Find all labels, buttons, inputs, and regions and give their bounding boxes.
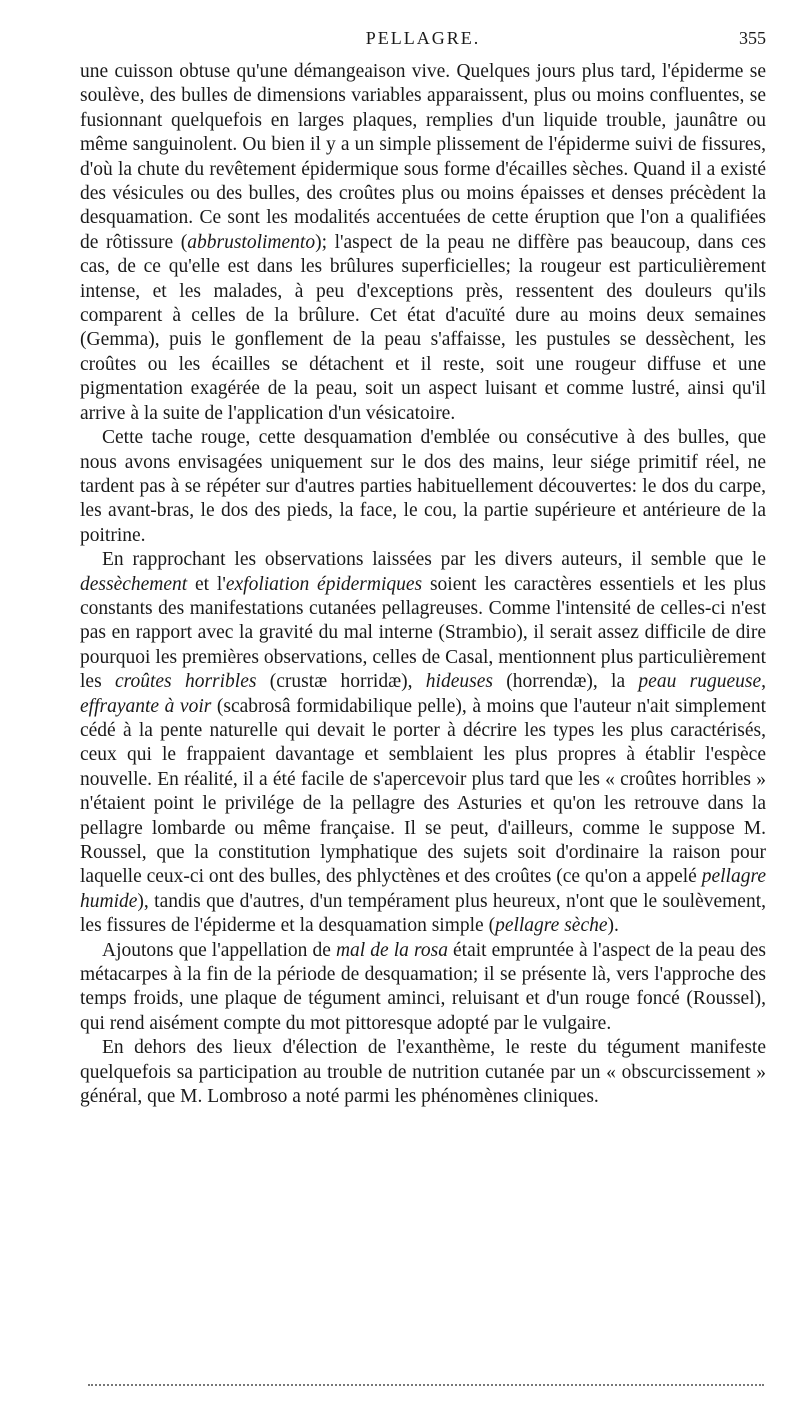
- text-run: ); l'aspect de la peau ne diffère pas beaucoup, dans ces cas, de ce qu'elle est dans les brûlures superficielles; la rougeur est particulièrement intense, et les malades, à peu d'exceptions près, ressentent des douleurs qu'ils comparent à celles de la brûlure. Cet état d'acuïté dure au moins deux semaines (Gemma), puis le gonflement de la peau s'affaisse, les pustules se dessèchent, les croûtes ou les écailles se détachent et il reste, soit une rougeur diffuse et une pigmentation exagérée de la peau, soit un aspect luisant et comme lustré, ainsi qu'il arrive à la suite de l'application d'un vésicatoire.: [80, 231, 767, 424]
- footer-dotted-rule: [88, 1384, 764, 1386]
- text-run: ).: [607, 915, 619, 937]
- text-run: ), tandis que d'autres, d'un tempérament plus heureux, n'ont que le soulèvement, les fissures de l'épiderme et la desquamation simple (: [80, 890, 766, 937]
- paragraph: [80, 426, 766, 548]
- page-header: [80, 24, 766, 52]
- italic-term: hideuses: [425, 671, 493, 693]
- italic-term: effrayante à voir: [80, 695, 212, 717]
- text-run: En rapprochant les observations laissées par les divers auteurs, il semble que le: [102, 549, 766, 571]
- text-run: (horrendæ), la: [492, 671, 639, 693]
- page-number: 355: [739, 28, 766, 48]
- paragraph: [80, 1036, 766, 1109]
- italic-term: exfoliation épidermiques: [225, 573, 423, 595]
- paragraph: [80, 939, 766, 1037]
- text-run: soient les caractères essentiels et les plus constants des manifestations cutanées pellagreuses. Comme l'intensité de celles-ci n'est pas en rapport avec la gravité du mal interne (Strambio), il serait assez difficile de dire pourquoi les premières observations, celles de Casal, mentionnent plus particulièrement les: [80, 573, 766, 693]
- text-run: Ajoutons que l'appellation de: [102, 939, 336, 961]
- italic-term: mal de la rosa: [335, 939, 448, 961]
- text-run: et l': [187, 573, 226, 595]
- italic-term: pellagre sèche: [495, 915, 608, 937]
- text-run: (crustæ horridæ),: [256, 671, 426, 693]
- text-run: était empruntée à l'aspect de la peau des métacarpes à la fin de la période de desquamation; il se présente là, vers l'approche des temps froids, une plaque de tégument aminci, reluisant et d'un rouge foncé (Roussel), qui rend aisément compte du mot pittoresque adopté par le vulgaire.: [80, 939, 766, 1034]
- italic-term: pellagre humide: [80, 866, 766, 912]
- paragraph: [80, 548, 766, 939]
- italic-term: peau rugueuse: [638, 671, 762, 693]
- text-run: Cette tache rouge, cette desquamation d'emblée ou consécutive à des bulles, que nous avons envisagées uniquement sur le dos des mains, leur siége primitif réel, ne tardent pas à se répéter sur d'autres parties habituellement découvertes: le dos du carpe, les avant-bras, le dos des pieds, la face, le cou, la partie supérieure et antérieure de la poitrine.: [80, 427, 766, 546]
- italic-term: abbrustolimento: [187, 231, 316, 253]
- running-title: PELLAGRE.: [365, 28, 481, 48]
- italic-term: croûtes horribles: [114, 671, 257, 693]
- text-run: ,: [761, 671, 766, 693]
- body-text: [80, 60, 766, 1109]
- italic-term: dessèchement: [80, 573, 188, 595]
- text-run: En dehors des lieux d'élection de l'exanthème, le reste du tégument manifeste quelquefois sa participation au trouble de nutrition cutanée par un « obscurcissement » général, que M. Lombroso a noté parmi les phénomènes cliniques.: [80, 1037, 766, 1108]
- text-run: (scabrosâ formidabilique pelle), à moins que l'auteur n'ait simplement cédé à la pente naturelle qui devait le porter à décrire les types les plus caractérisés, ceux qui le frappaient davantage et semblaient les plus propres à établir l'espèce nouvelle. En réalité, il a été facile de s'apercevoir plus tard que les « croûtes horribles » n'étaient point le privilége de la pellagre des Asturies et qu'on les retrouve dans la pellagre lombarde ou même française. Il se peut, d'ailleurs, comme le suppose M. Roussel, que la constitution lymphatique des sujets soit d'ordinaire la raison pour laquelle ceux-ci ont des bulles, des phlyctènes et des croûtes (ce qu'on a appelé: [80, 695, 767, 888]
- paragraph: [80, 60, 766, 426]
- text-run: une cuisson obtuse qu'une démangeaison vive. Quelques jours plus tard, l'épiderme se soulève, des bulles de dimensions variables apparaissent, plus ou moins confluentes, se fusionnant quelquefois en larges plaques, remplies d'un liquide trouble, jaunâtre ou même sanguinolent. Ou bien il y a un simple plissement de l'épiderme suivi de fissures, d'où la chute du revêtement épidermique sous forme d'écailles sèches. Quand il a existé des vésicules ou des bulles, des croûtes plus ou moins épaisses et denses précèdent la desquamation. Ce sont les modalités accentuées de cette éruption que l'on a qualifiées de rôtissure (: [80, 61, 766, 253]
